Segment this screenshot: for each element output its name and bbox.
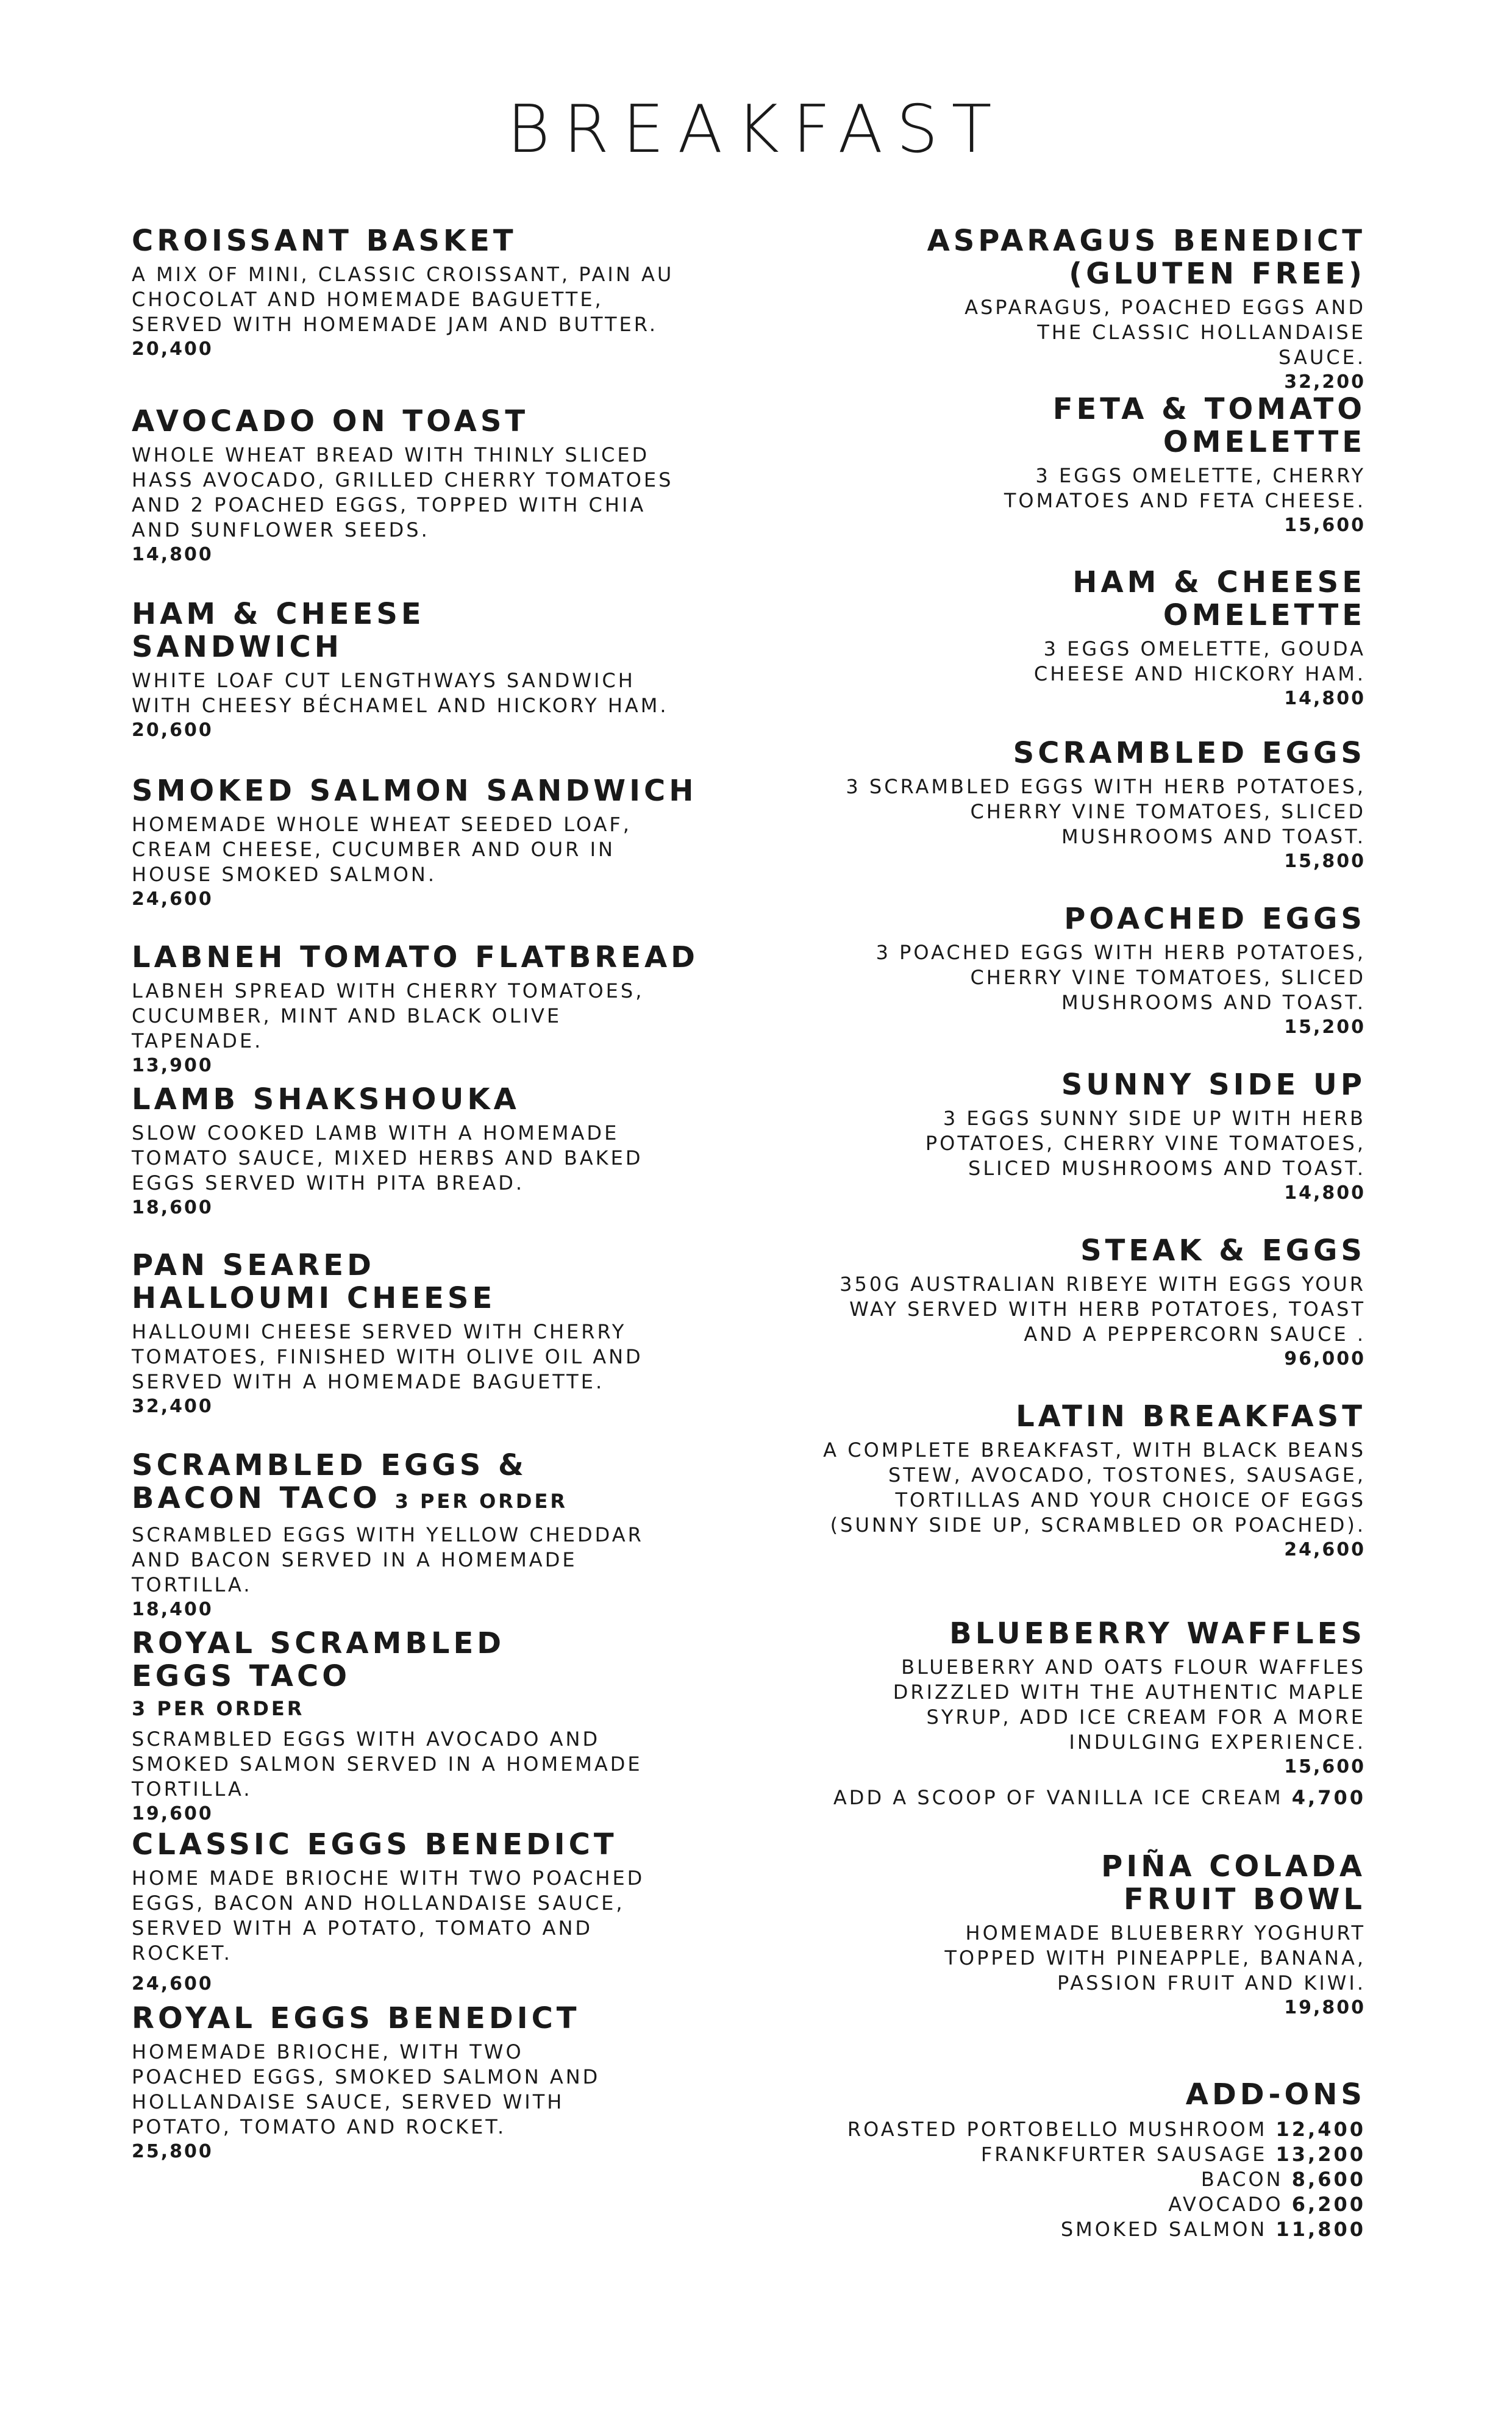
menu-item xyxy=(793,566,1366,711)
item-name: ROYAL SCRAMBLED EGGS TACO xyxy=(132,1626,505,1693)
menu-item xyxy=(132,774,705,912)
item-name: FETA & TOMATO OMELETTE xyxy=(1052,392,1366,459)
addon-price: 8,600 xyxy=(1291,2168,1366,2191)
menu-item xyxy=(793,737,1366,874)
menu-item xyxy=(793,1234,1366,1371)
item-price: 15,600 xyxy=(1284,1756,1366,1777)
item-name: STEAK & EGGS xyxy=(1080,1234,1366,1268)
item-price: 15,600 xyxy=(1284,515,1366,536)
addon-price: 12,400 xyxy=(1275,2118,1366,2141)
item-price: 14,800 xyxy=(1284,1182,1366,1204)
item-name: ROYAL EGGS BENEDICT xyxy=(132,2001,580,2035)
item-description: ASPARAGUS, POACHED EGGS AND THE CLASSIC HOLLANDAISE SAUCE. xyxy=(965,296,1366,369)
item-name: HAM & CHEESE SANDWICH xyxy=(132,597,425,664)
menu-item xyxy=(132,224,705,362)
addon-label: BACON xyxy=(1200,2168,1283,2191)
item-price: 19,600 xyxy=(132,1803,213,1824)
item-name: PIÑA COLADA FRUIT BOWL xyxy=(1101,1849,1366,1916)
item-description: LABNEH SPREAD WITH CHERRY TOMATOES, CUCUMBER, MINT AND BLACK OLIVE TAPENADE. xyxy=(132,979,644,1052)
menu-item xyxy=(793,1068,1366,1206)
addon-row xyxy=(793,2142,1366,2167)
addon-row xyxy=(793,2167,1366,2192)
menu-item xyxy=(793,1850,1366,2020)
item-note: 3 PER ORDER xyxy=(394,1490,568,1513)
addon-label: FRANKFURTER SAUSAGE xyxy=(980,2143,1268,2166)
item-price: 25,800 xyxy=(132,2141,213,2162)
addon-label: ADD A SCOOP OF VANILLA ICE CREAM xyxy=(833,1786,1283,1809)
menu-item xyxy=(793,393,1366,538)
item-price: 96,000 xyxy=(1284,1348,1366,1370)
item-description: 3 SCRAMBLED EGGS WITH HERB POTATOES, CHERRY VINE TOMATOES, SLICED MUSHROOMS AND TOAST. xyxy=(846,775,1366,848)
menu-item xyxy=(132,2002,705,2164)
addon-price: 4,700 xyxy=(1291,1786,1366,1809)
item-price: 32,400 xyxy=(132,1396,213,1417)
addon-label: SMOKED SALMON xyxy=(1060,2218,1268,2241)
menu-item xyxy=(793,224,1366,395)
item-description: 3 EGGS OMELETTE, CHERRY TOMATOES AND FETA CHEESE. xyxy=(1004,464,1366,512)
item-name: AVOCADO ON TOAST xyxy=(132,404,529,438)
item-name: CLASSIC EGGS BENEDICT xyxy=(132,1827,618,1862)
item-name: LATIN BREAKFAST xyxy=(1016,1399,1366,1434)
item-price: 14,800 xyxy=(132,544,213,565)
item-description: SCRAMBLED EGGS WITH AVOCADO AND SMOKED SALMON SERVED IN A HOMEMADE TORTILLA. xyxy=(132,1727,643,1801)
item-price: 20,600 xyxy=(132,720,213,741)
item-description: HOMEMADE BLUEBERRY YOGHURT TOPPED WITH PINEAPPLE, BANANA, PASSION FRUIT AND KIWI. xyxy=(944,1921,1366,1995)
item-name: PAN SEARED HALLOUMI CHEESE xyxy=(132,1248,496,1315)
item-name: CROISSANT BASKET xyxy=(132,224,517,258)
menu-item xyxy=(793,902,1366,1040)
item-description: HOMEMADE BRIOCHE, WITH TWO POACHED EGGS, SMOKED SALMON AND HOLLANDAISE SAUCE, SERVED WITH POTATO, TOMATO AND ROCKET. xyxy=(132,2040,601,2138)
addons-title: ADD-ONS xyxy=(1185,2077,1366,2112)
addon-label: AVOCADO xyxy=(1168,2193,1283,2216)
menu-item xyxy=(132,1249,705,1419)
item-description: HALLOUMI CHEESE SERVED WITH CHERRY TOMATOES, FINISHED WITH OLIVE OIL AND SERVED WITH A HOMEMADE BAGUETTE. xyxy=(132,1320,643,1393)
item-price: 15,200 xyxy=(1284,1016,1366,1038)
menu-item xyxy=(132,941,705,1078)
menu-item xyxy=(132,1627,705,1826)
addon-price: 13,200 xyxy=(1275,2143,1366,2166)
item-description: WHOLE WHEAT BREAD WITH THINLY SLICED HASS AVOCADO, GRILLED CHERRY TOMATOES AND 2 POACHED EGGS, TOPPED WITH CHIA AND SUNFLOWER SEEDS. xyxy=(132,443,674,541)
item-name-text: SCRAMBLED EGGS & BACON TACO xyxy=(132,1448,527,1515)
item-name xyxy=(132,1449,656,1518)
addon-price: 11,800 xyxy=(1275,2218,1366,2241)
item-description: HOMEMADE WHOLE WHEAT SEEDED LOAF, CREAM CHEESE, CUCUMBER AND OUR IN HOUSE SMOKED SALMON. xyxy=(132,813,632,886)
item-price: 24,600 xyxy=(132,1973,213,1995)
addon-price: 6,200 xyxy=(1291,2193,1366,2216)
menu-item xyxy=(132,405,705,567)
item-description: A COMPLETE BREAKFAST, WITH BLACK BEANS STEW, AVOCADO, TOSTONES, SAUSAGE, TORTILLAS AND YOUR CHOICE OF EGGS (SUNNY SIDE UP, SCRAMBLED OR POACHED). xyxy=(823,1438,1366,1537)
menu-item xyxy=(132,1828,705,1996)
item-name: SCRAMBLED EGGS xyxy=(1013,736,1366,770)
item-name: POACHED EGGS xyxy=(1064,902,1366,936)
addon-row xyxy=(793,2217,1366,2242)
menu-item xyxy=(793,1400,1366,1562)
item-description: 3 POACHED EGGS WITH HERB POTATOES, CHERRY VINE TOMATOES, SLICED MUSHROOMS AND TOAST. xyxy=(875,941,1366,1014)
item-description: WHITE LOAF CUT LENGTHWAYS SANDWICH WITH CHEESY BÉCHAMEL AND HICKORY HAM. xyxy=(132,669,669,717)
ice-cream-addon xyxy=(793,1785,1366,1810)
item-name: LAMB SHAKSHOUKA xyxy=(132,1082,520,1116)
item-price: 19,800 xyxy=(1284,1997,1366,2018)
addon-row xyxy=(793,2117,1366,2142)
item-description: A MIX OF MINI, CLASSIC CROISSANT, PAIN AU CHOCOLAT AND HOMEMADE BAGUETTE, SERVED WITH HOMEMADE JAM AND BUTTER. xyxy=(132,263,674,336)
item-description: 3 EGGS SUNNY SIDE UP WITH HERB POTATOES, CHERRY VINE TOMATOES, SLICED MUSHROOMS AND TOAST. xyxy=(925,1107,1366,1180)
item-description: 350G AUSTRALIAN RIBEYE WITH EGGS YOUR WAY SERVED WITH HERB POTATOES, TOAST AND A PEPPERCORN SAUCE . xyxy=(840,1273,1366,1346)
page-title: BREAKFAST xyxy=(507,91,1005,168)
item-name: HAM & CHEESE OMELETTE xyxy=(1072,565,1366,632)
menu-item xyxy=(132,598,705,743)
menu-item xyxy=(132,1083,705,1220)
item-name: SMOKED SALMON SANDWICH xyxy=(132,774,697,808)
item-note: 3 PER ORDER xyxy=(132,1697,305,1720)
item-price: 14,800 xyxy=(1284,688,1366,709)
item-name: LABNEH TOMATO FLATBREAD xyxy=(132,940,699,974)
item-name: ASPARAGUS BENEDICT (GLUTEN FREE) xyxy=(927,224,1366,291)
item-price: 24,600 xyxy=(132,888,213,910)
item-price: 24,600 xyxy=(1284,1539,1366,1560)
item-price: 18,600 xyxy=(132,1197,213,1218)
item-description: SCRAMBLED EGGS WITH YELLOW CHEDDAR AND BACON SERVED IN A HOMEMADE TORTILLA. xyxy=(132,1523,644,1596)
item-price: 13,900 xyxy=(132,1055,213,1076)
item-price: 20,400 xyxy=(132,338,213,360)
item-name: BLUEBERRY WAFFLES xyxy=(949,1616,1366,1651)
menu-item xyxy=(793,1617,1366,1810)
item-price: 32,200 xyxy=(1284,371,1366,393)
item-price: 18,400 xyxy=(132,1599,213,1620)
item-description: SLOW COOKED LAMB WITH A HOMEMADE TOMATO SAUCE, MIXED HERBS AND BAKED EGGS SERVED WITH PITA BREAD. xyxy=(132,1121,643,1195)
item-name: SUNNY SIDE UP xyxy=(1061,1068,1366,1102)
addon-label: ROASTED PORTOBELLO MUSHROOM xyxy=(847,2118,1268,2141)
item-description: 3 EGGS OMELETTE, GOUDA CHEESE AND HICKORY HAM. xyxy=(1033,637,1366,685)
addon-row xyxy=(793,2192,1366,2217)
item-description: HOME MADE BRIOCHE WITH TWO POACHED EGGS, BACON AND HOLLANDAISE SAUCE, SERVED WITH A POTATO, TOMATO AND ROCKET. xyxy=(132,1866,645,1965)
menu-item xyxy=(132,1449,705,1622)
item-description: BLUEBERRY AND OATS FLOUR WAFFLES DRIZZLED WITH THE AUTHENTIC MAPLE SYRUP, ADD ICE CREAM FOR A MORE INDULGING EXPERIENCE. xyxy=(893,1656,1366,1754)
item-price: 15,800 xyxy=(1284,851,1366,872)
addons-section xyxy=(793,2078,1366,2242)
